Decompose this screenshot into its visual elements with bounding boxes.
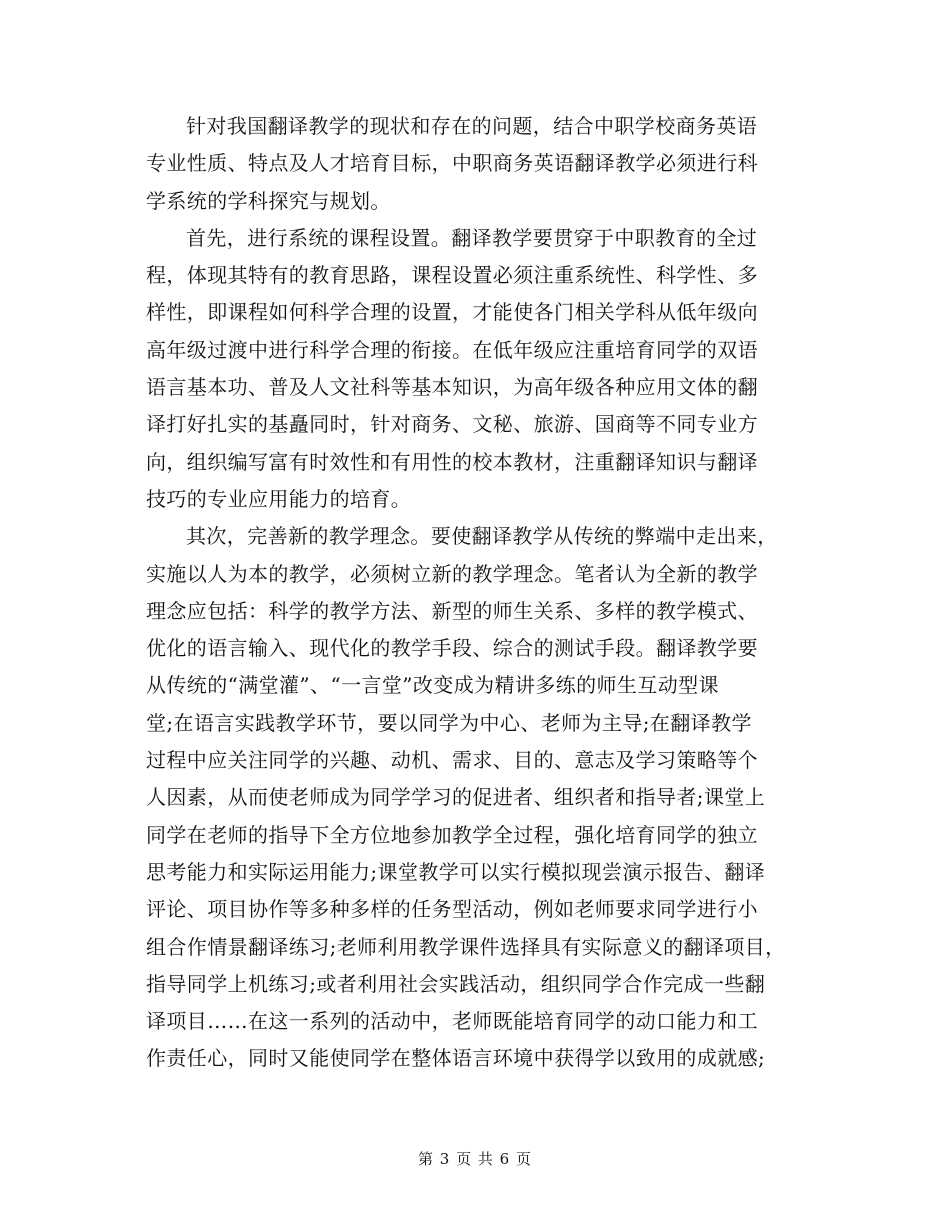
paragraph-3-line-13: 指导同学上机练习;或者利用社会实践活动，组织同学合作完成一些翻 [146,971,766,996]
paragraph-3-line-6: 堂;在语言实践教学环节，要以同学为中心、老师为主导;在翻译教学 [146,710,752,735]
paragraph-3-line-5: 从传统的“满堂灌”、“一言堂”改变成为精讲多练的师生互动型课 [146,673,719,698]
body-text [146,108,806,1078]
paragraph-2-line-5: 语言基本功、普及人文社科等基本知识，为高年级各种应用文体的翻 [146,375,758,400]
paragraph-3-line-11: 评论、项目协作等多种多样的任务型活动，例如老师要求同学进行小 [146,897,758,922]
paragraph-3-line-2: 实施以人为本的教学，必须树立新的教学理念。笔者认为全新的教学 [146,561,758,586]
paragraph-1-line-2: 专业性质、特点及人才培育目标，中职商务英语翻译教学必须进行科 [146,151,758,176]
paragraph-3-line-10: 思考能力和实际运用能力;课堂教学可以实行模拟现尝演示报告、翻译 [146,859,766,884]
paragraph-2-line-2: 程，体现其特有的教育思路，课程设置必须注重系统性、科学性、多 [146,263,758,288]
paragraph-2-line-6: 译打好扎实的基矗同时，针对商务、文秘、旅游、国商等不同专业方 [146,412,758,437]
paragraph-3-line-15: 作责任心，同时又能使同学在整体语言环境中获得学以致用的成就感; [146,1046,766,1071]
paragraph-1-line-3: 学系统的学科探究与规划。 [146,188,391,213]
paragraph-3-line-7: 过程中应关注同学的兴趣、动机、需求、目的、意志及学习策略等个 [146,748,758,773]
paragraph-3-line-14: 译项目……在这一系列的活动中，老师既能培育同学的动口能力和工 [146,1009,758,1034]
paragraph-3-line-4: 优化的语言输入、现代化的教学手段、综合的测试手段。翻译教学要 [146,636,758,661]
paragraph-1-line-1: 针对我国翻译教学的现状和存在的问题，结合中职学校商务英语 [186,114,758,138]
paragraph-3-line-9: 同学在老师的指导下全方位地参加教学全过程，强化培育同学的独立 [146,822,758,847]
paragraph-3-line-12: 组合作情景翻译练习;老师利用教学课件选择具有实际意义的翻译项目， [146,934,786,959]
paragraph-3-line-8: 人因素，从而使老师成为同学学习的促进者、组织者和指导者;课堂上 [146,785,766,810]
paragraph-3-line-3: 理念应包括：科学的教学方法、新型的师生关系、多样的教学模式、 [146,598,758,623]
paragraph-2-line-8: 技巧的专业应用能力的培育。 [146,486,412,511]
page-number: 第 3 页 共 6 页 [418,1150,532,1168]
paragraph-3-line-1: 其次，完善新的教学理念。要使翻译教学从传统的弊端中走出来， [186,524,778,549]
paragraph-2-line-7: 向，组织编写富有时效性和有用性的校本教材，注重翻译知识与翻译 [146,449,758,474]
paragraph-2-line-1: 首先，进行系统的课程设置。翻译教学要贯穿于中职教育的全过 [186,225,758,250]
paragraph-2-line-4: 高年级过渡中进行科学合理的衔接。在低年级应注重培育同学的双语 [146,337,758,362]
paragraph-2-line-3: 样性，即课程如何科学合理的设置，才能使各门相关学科从低年级向 [146,300,758,325]
